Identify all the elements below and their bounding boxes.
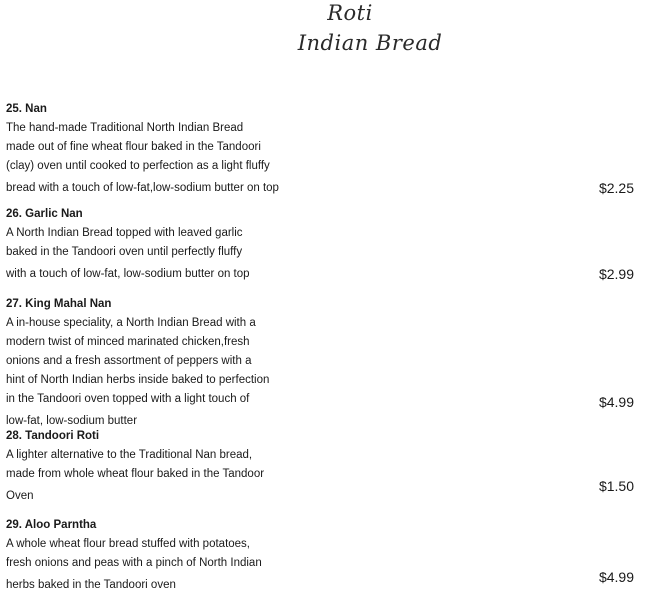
menu-item-nan	[6, 100, 646, 198]
item-description-line: (clay) oven until cooked to perfection as a light fluffy	[6, 160, 270, 172]
menu-item-garlic-nan	[6, 205, 646, 284]
item-description-line: made from whole wheat flour baked in the Tandoor	[6, 468, 265, 480]
item-price: $4.99	[598, 394, 634, 410]
item-name: 27. King Mahal Nan	[6, 298, 112, 310]
item-description-line: A in-house speciality, a North Indian Bread with a	[6, 317, 256, 329]
item-price: $1.50	[598, 478, 634, 494]
item-description-line: A whole wheat flour bread stuffed with potatoes,	[6, 538, 250, 550]
section-title: Roti	[327, 1, 373, 25]
item-description-line: A North Indian Bread topped with leaved garlic	[6, 227, 243, 239]
item-description-line: onions and a fresh assortment of peppers with a	[6, 355, 252, 367]
item-description-line: made out of fine wheat flour baked in the Tandoori	[6, 141, 261, 153]
menu-item-tandoori-roti	[6, 427, 646, 506]
item-price: $4.99	[598, 569, 634, 585]
menu-item-aloo-parntha	[6, 516, 646, 595]
item-description-line: Oven	[6, 490, 34, 502]
item-description-line: fresh onions and peas with a pinch of North Indian	[6, 557, 262, 569]
item-price: $2.25	[598, 180, 634, 196]
menu-item-king-mahal-nan	[6, 295, 646, 431]
item-name: 26. Garlic Nan	[6, 208, 83, 220]
item-description-line: A lighter alternative to the Traditional Nan bread,	[6, 449, 253, 461]
item-description-line: in the Tandoori oven topped with a light touch of	[6, 393, 250, 405]
item-name: 25. Nan	[6, 103, 47, 115]
item-description-line: low-fat, low-sodium butter	[6, 415, 138, 427]
item-description-line: hint of North Indian herbs inside baked to perfection	[6, 374, 270, 386]
item-description-line: modern twist of minced marinated chicken,fresh	[6, 336, 250, 348]
item-description-line: baked in the Tandoori oven until perfectly fluffy	[6, 246, 243, 258]
item-name: 29. Aloo Parntha	[6, 519, 97, 531]
item-description-line: The hand-made Traditional North Indian Bread	[6, 122, 244, 134]
item-name: 28. Tandoori Roti	[6, 430, 100, 442]
section-subtitle: Indian Bread	[297, 31, 443, 55]
item-description-line: with a touch of low-fat, low-sodium butter on top	[6, 268, 250, 280]
item-description-line: bread with a touch of low-fat,low-sodium butter on top	[6, 182, 279, 194]
item-price: $2.99	[598, 266, 634, 282]
item-description-line: herbs baked in the Tandoori oven	[6, 579, 176, 591]
